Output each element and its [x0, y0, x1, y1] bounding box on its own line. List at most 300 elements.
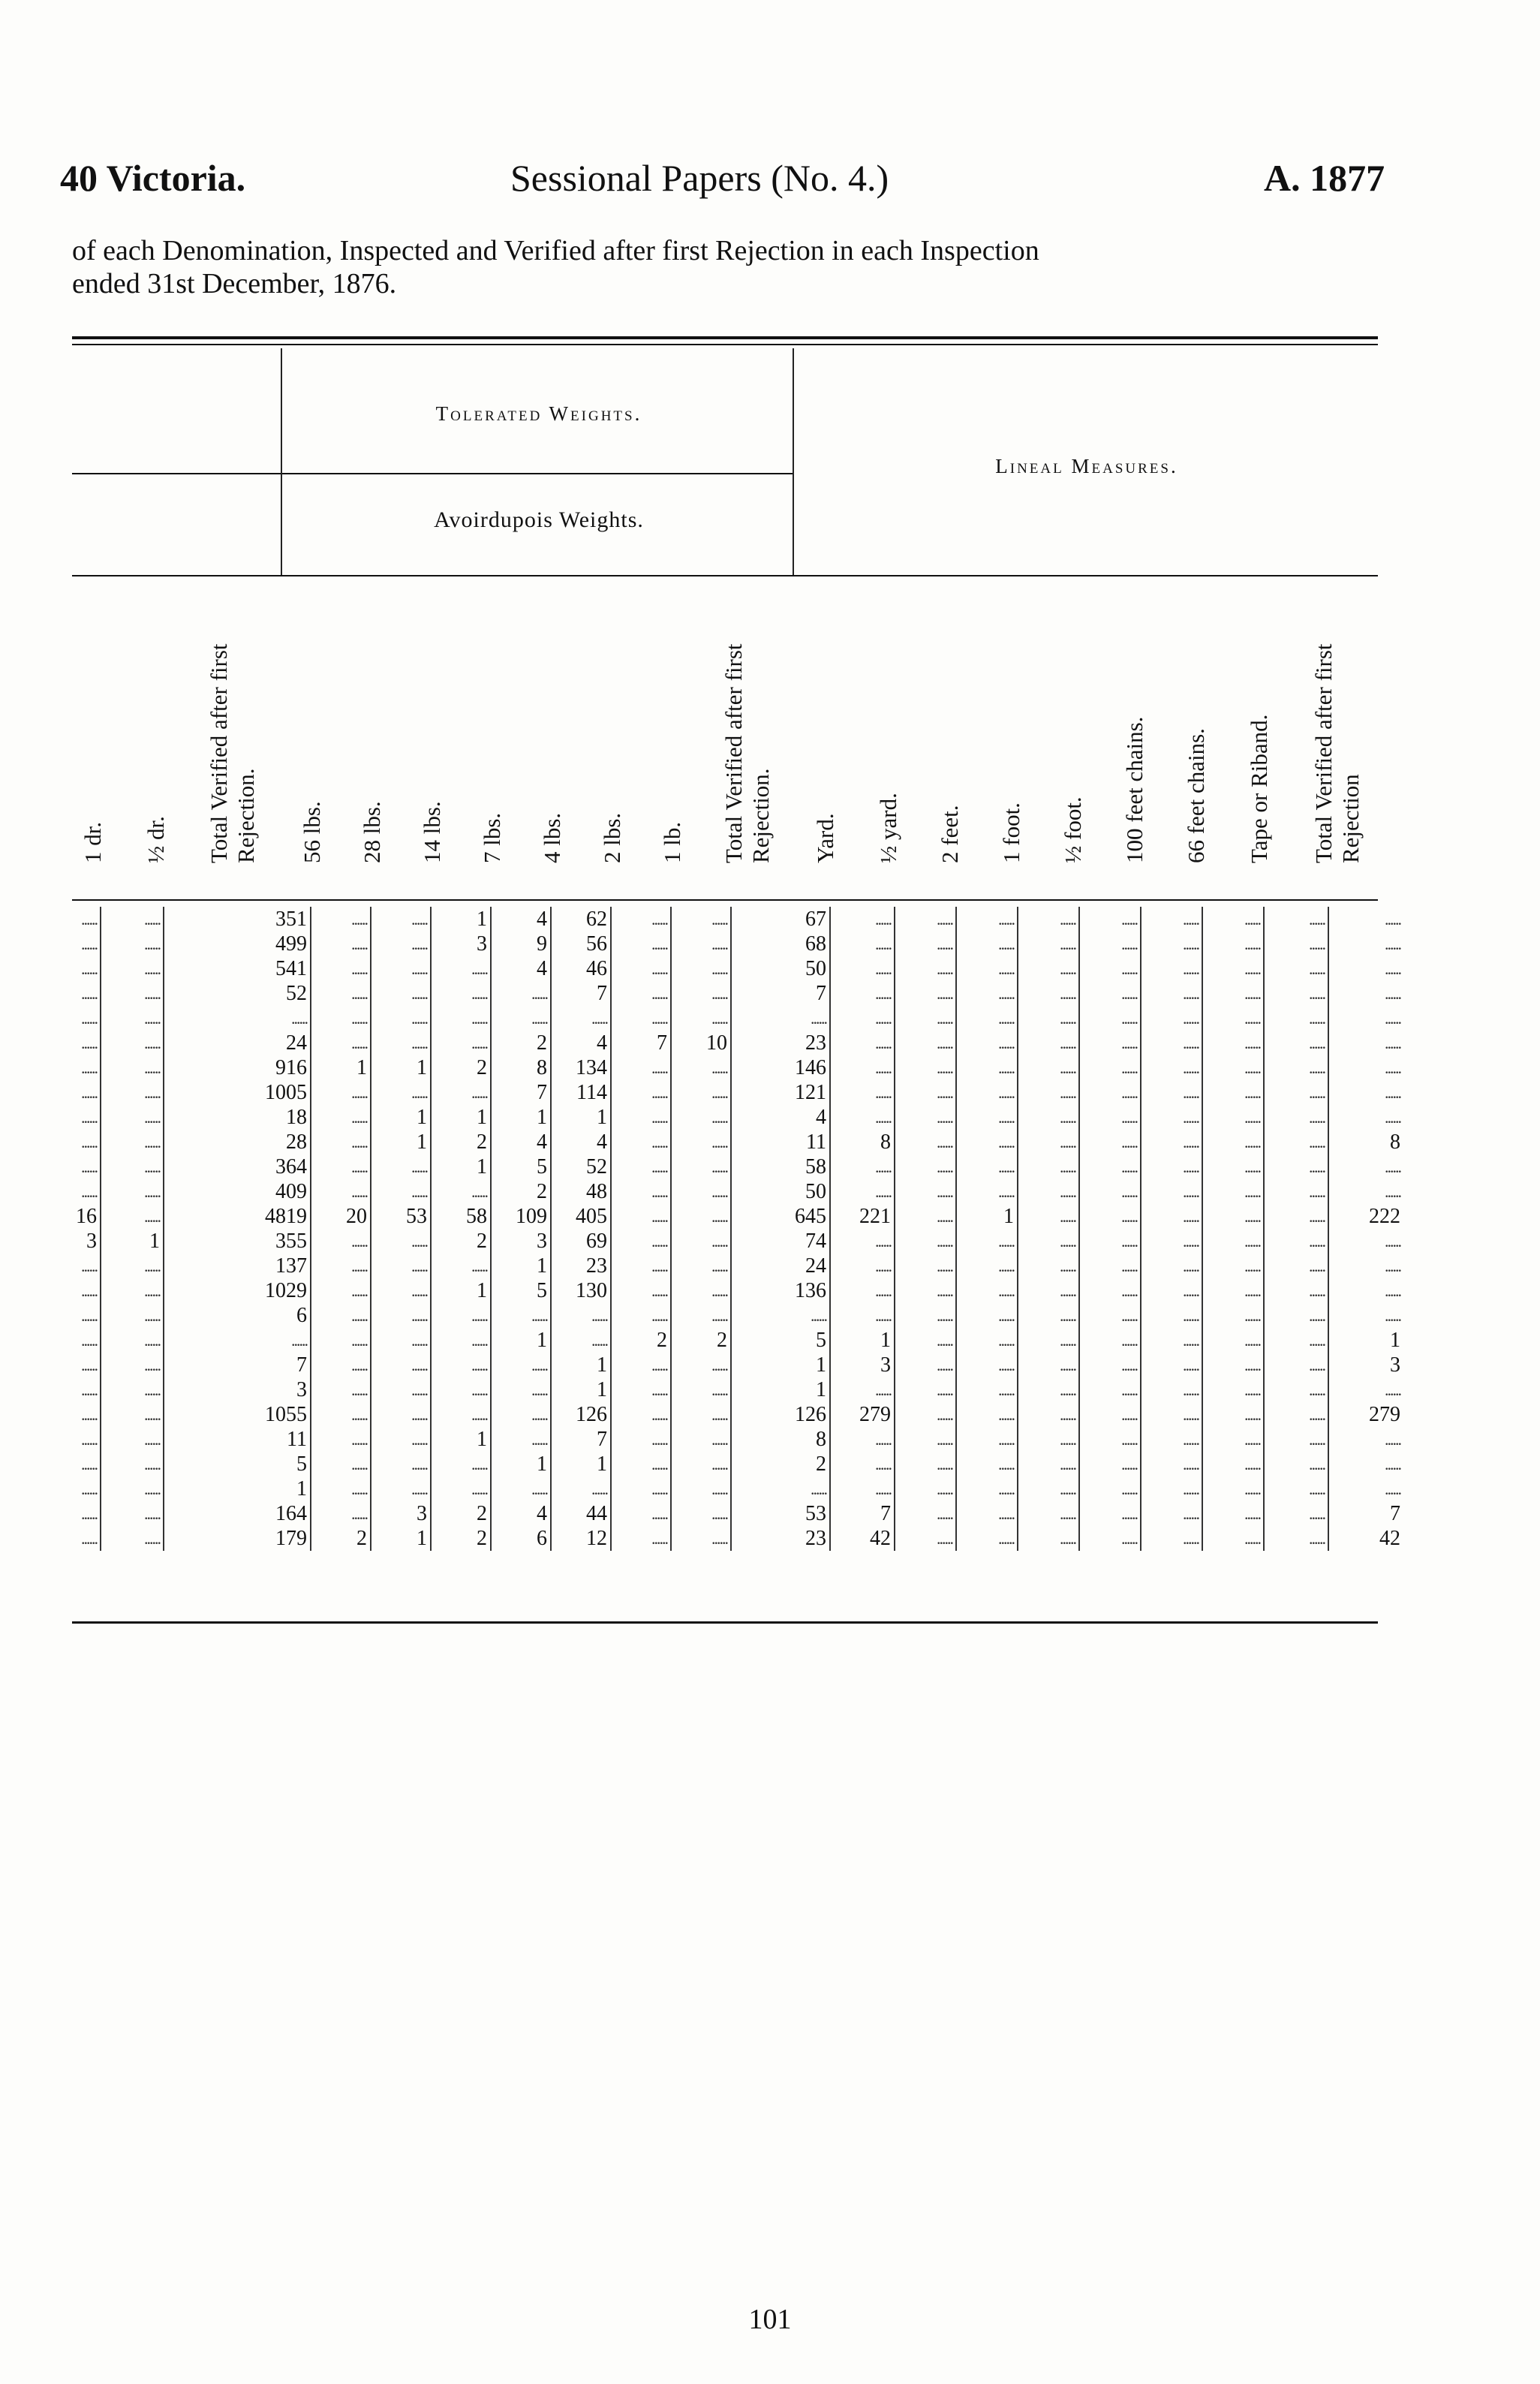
col-head-2-feet: 2 feet. [937, 805, 963, 863]
table-cell [731, 1476, 830, 1501]
table-cell [671, 1501, 731, 1526]
table-cell [164, 1006, 311, 1031]
table-cell [1202, 1328, 1264, 1353]
table-cell [38, 1154, 101, 1179]
table-cell: 2 [431, 1526, 491, 1551]
table-cell [311, 1154, 371, 1179]
table-cell [895, 1402, 956, 1427]
table-cell: 1 [431, 907, 491, 932]
table-cell: 3 [38, 1229, 101, 1254]
table-cell [491, 1427, 551, 1452]
table-cell [101, 1303, 164, 1328]
table-cell [164, 1328, 311, 1353]
table-row [38, 981, 1403, 1006]
table-cell: 3 [1390, 1353, 1400, 1377]
table-cell [1328, 932, 1403, 956]
table-cell [1018, 956, 1079, 981]
table-cell [371, 1377, 431, 1402]
table-cell [956, 1006, 1018, 1031]
table-cell: 405 [551, 1204, 611, 1229]
table-cell [1141, 1278, 1202, 1303]
table-cell: 7 [611, 1031, 671, 1055]
table-cell [371, 1080, 431, 1105]
table-row [38, 956, 1403, 981]
table-cell [101, 1055, 164, 1080]
table-cell [1079, 1179, 1141, 1204]
table-cell [1264, 956, 1328, 981]
table-cell [611, 1254, 671, 1278]
table-cell [1079, 1328, 1141, 1353]
table-cell: 8 [830, 1130, 895, 1154]
table-cell [38, 1476, 101, 1501]
table-cell: 2 [491, 1031, 551, 1055]
table-cell [611, 1080, 671, 1105]
table-cell [956, 1377, 1018, 1402]
table-cell [1328, 981, 1403, 1006]
table-cell [371, 1328, 431, 1353]
table-cell [611, 981, 671, 1006]
table-cell: 351 [164, 907, 311, 932]
table-cell: 6 [491, 1526, 551, 1551]
table-cell [431, 1254, 491, 1278]
table-cell: 1029 [164, 1278, 311, 1303]
table-cell [311, 1303, 371, 1328]
table-cell: 1 [431, 1105, 491, 1130]
table-cell: 11 [164, 1427, 311, 1452]
table-cell [1264, 1526, 1328, 1551]
table-cell: 2 [311, 1526, 371, 1551]
table-cell: 1 [551, 1105, 611, 1130]
table-cell: 1 [956, 1204, 1018, 1229]
table-cell [371, 1476, 431, 1501]
table-cell: 5 [491, 1154, 551, 1179]
table-cell [101, 1526, 164, 1551]
table-cell [371, 1031, 431, 1055]
table-cell [1018, 1476, 1079, 1501]
col-head-56-lbs: 56 lbs. [299, 801, 325, 863]
table-cell [1328, 1031, 1403, 1055]
subtitle-line2: ended 31st December, 1876. [72, 268, 397, 300]
table-cell [611, 1402, 671, 1427]
table-cell [895, 956, 956, 981]
table-cell [611, 1476, 671, 1501]
table-cell [1202, 932, 1264, 956]
table-cell [38, 1254, 101, 1278]
table-cell [611, 1055, 671, 1080]
table-cell [38, 1501, 101, 1526]
table-cell [1328, 1377, 1403, 1402]
table-cell [830, 1254, 895, 1278]
table-cell [491, 1353, 551, 1377]
table-cell: 2 [431, 1501, 491, 1526]
table-cell: 44 [551, 1501, 611, 1526]
table-cell [38, 1179, 101, 1204]
table-cell [731, 1303, 830, 1328]
table-cell [1141, 1055, 1202, 1080]
table-cell [1202, 956, 1264, 981]
table-cell: 2 [431, 1229, 491, 1254]
table-cell [895, 1452, 956, 1476]
table-cell: 1 [731, 1377, 830, 1402]
table-cell [1018, 1278, 1079, 1303]
table-cell: 364 [164, 1154, 311, 1179]
table-cell [671, 932, 731, 956]
table-cell [1018, 1179, 1079, 1204]
table-cell: 3 [830, 1353, 895, 1377]
table-cell: 3 [431, 932, 491, 956]
table-row [38, 932, 1403, 956]
table-cell [38, 956, 101, 981]
header-center: Sessional Papers (No. 4.) [510, 157, 889, 199]
table-cell [38, 907, 101, 932]
table-cell [101, 1278, 164, 1303]
table-cell [1264, 1105, 1328, 1130]
table-cell: 53 [731, 1501, 830, 1526]
table-cell [1264, 1229, 1328, 1254]
table-cell: 50 [731, 1179, 830, 1204]
table-cell: 1005 [164, 1080, 311, 1105]
table-cell [1328, 1303, 1403, 1328]
table-cell [1202, 1154, 1264, 1179]
table-cell [101, 1006, 164, 1031]
table-row [38, 1179, 1403, 1204]
table-cell [1141, 1154, 1202, 1179]
table-cell [1202, 1377, 1264, 1402]
table-cell: 109 [491, 1204, 551, 1229]
table-cell [895, 1154, 956, 1179]
table-cell [371, 1154, 431, 1179]
col-head-14-lbs: 14 lbs. [419, 801, 445, 863]
table-cell [1141, 1353, 1202, 1377]
table-row [38, 1402, 1403, 1427]
table-cell: 48 [551, 1179, 611, 1204]
table-cell [311, 1476, 371, 1501]
table-cell [491, 981, 551, 1006]
table-cell [671, 1476, 731, 1501]
table-cell [611, 932, 671, 956]
col-head-half-foot: ½ foot. [1060, 796, 1086, 863]
table-cell [431, 1353, 491, 1377]
table-cell [311, 1130, 371, 1154]
table-cell: 4 [491, 1501, 551, 1526]
table-cell: 2 [671, 1328, 731, 1353]
table-cell [895, 1031, 956, 1055]
table-cell [1141, 1526, 1202, 1551]
table-cell [671, 1080, 731, 1105]
table-cell [1328, 1476, 1403, 1501]
table-cell [1202, 1006, 1264, 1031]
table-cell [611, 907, 671, 932]
table-cell [1264, 1006, 1328, 1031]
table-cell: 136 [731, 1278, 830, 1303]
table-cell [1018, 1130, 1079, 1154]
col-head-yard: Yard. [812, 813, 838, 863]
table-cell [895, 1377, 956, 1402]
table-cell [311, 1377, 371, 1402]
table-cell: 10 [671, 1031, 731, 1055]
table-cell: 2 [731, 1452, 830, 1476]
table-cell: 67 [731, 907, 830, 932]
table-cell [101, 1254, 164, 1278]
table-cell: 7 [491, 1080, 551, 1105]
table-cell: 1 [311, 1055, 371, 1080]
table-cell [311, 1452, 371, 1476]
table-cell: 3 [371, 1501, 431, 1526]
table-cell [101, 1204, 164, 1229]
table-cell [1079, 932, 1141, 956]
table-cell [1202, 1105, 1264, 1130]
table-cell [431, 1006, 491, 1031]
table-cell [101, 1031, 164, 1055]
table-cell [551, 1006, 611, 1031]
table-cell [1264, 981, 1328, 1006]
table-cell [671, 1204, 731, 1229]
table-cell [1202, 1055, 1264, 1080]
table-cell [431, 1080, 491, 1105]
table-cell [38, 1006, 101, 1031]
table-cell [1018, 1377, 1079, 1402]
table-row [38, 1204, 1403, 1229]
table-row [38, 1154, 1403, 1179]
table-cell [371, 956, 431, 981]
table-cell [956, 1427, 1018, 1452]
table-cell [830, 1278, 895, 1303]
table-cell [956, 1303, 1018, 1328]
table-cell [1079, 1476, 1141, 1501]
table-cell: 1 [551, 1377, 611, 1402]
table-cell [371, 1278, 431, 1303]
table-cell [38, 1303, 101, 1328]
table-cell [1018, 1080, 1079, 1105]
table-cell [1328, 907, 1403, 932]
table-cell [895, 1328, 956, 1353]
table-row [38, 1080, 1403, 1105]
table-cell: 12 [551, 1526, 611, 1551]
table-cell [895, 932, 956, 956]
table-cell [101, 1130, 164, 1154]
table-row [38, 1476, 1403, 1501]
table-cell [895, 1278, 956, 1303]
table-cell: 6 [164, 1303, 311, 1328]
table-cell [1079, 907, 1141, 932]
table-cell [38, 1278, 101, 1303]
table-cell: 7 [164, 1353, 311, 1377]
table-cell [38, 1427, 101, 1452]
table-cell [1202, 1476, 1264, 1501]
table-cell [1264, 1328, 1328, 1353]
table-cell [611, 1229, 671, 1254]
table-cell [1018, 1254, 1079, 1278]
table-cell [1328, 1452, 1403, 1476]
table-cell: 164 [164, 1501, 311, 1526]
table-cell [1018, 1526, 1079, 1551]
table-row [38, 1328, 1403, 1353]
group-divider [72, 473, 793, 474]
table-cell: 4 [491, 907, 551, 932]
table-cell [431, 1452, 491, 1476]
table-cell: 74 [731, 1229, 830, 1254]
table-cell: 5 [164, 1452, 311, 1476]
table-cell: 1 [491, 1452, 551, 1476]
table-cell [1079, 1501, 1141, 1526]
table-row [38, 1055, 1403, 1080]
table-cell [101, 1080, 164, 1105]
table-cell [1141, 1105, 1202, 1130]
table-cell [371, 1427, 431, 1452]
table-cell: 50 [731, 956, 830, 981]
table-cell [101, 907, 164, 932]
table-cell: 4 [551, 1031, 611, 1055]
table-cell [1141, 1303, 1202, 1328]
table-cell [1202, 1452, 1264, 1476]
table-cell: 279 [1369, 1402, 1400, 1426]
table-cell [1264, 1031, 1328, 1055]
table-cell: 68 [731, 932, 830, 956]
table-cell [895, 1130, 956, 1154]
table-cell [1141, 1427, 1202, 1452]
table-cell [1202, 1526, 1264, 1551]
table-cell: 7 [551, 1427, 611, 1452]
table-row [38, 1377, 1403, 1402]
table-cell [895, 1229, 956, 1254]
table-cell: 69 [551, 1229, 611, 1254]
col-head-1-foot: 1 foot. [998, 802, 1024, 863]
group-tolerated-weights: Tolerated Weights. [435, 402, 642, 425]
table-cell [956, 907, 1018, 932]
table-cell [611, 1526, 671, 1551]
table-row [38, 1427, 1403, 1452]
table-cell [1141, 956, 1202, 981]
table-cell [671, 1154, 731, 1179]
table-cell: 23 [551, 1254, 611, 1278]
table-cell: 1 [731, 1353, 830, 1377]
table-cell [1141, 1377, 1202, 1402]
table-cell [1141, 981, 1202, 1006]
table-cell: 2 [431, 1055, 491, 1080]
table-cell [895, 1476, 956, 1501]
table-cell [895, 1353, 956, 1377]
table-cell [1079, 1080, 1141, 1105]
table-cell [371, 1452, 431, 1476]
table-cell [1328, 1229, 1403, 1254]
table-cell [1079, 1452, 1141, 1476]
top-rule [72, 336, 1378, 339]
table-cell [311, 1427, 371, 1452]
table-cell [830, 1055, 895, 1080]
table-cell [611, 956, 671, 981]
table-cell [830, 956, 895, 981]
table-cell [1141, 1328, 1202, 1353]
table-cell [1264, 1303, 1328, 1328]
table-cell [611, 1105, 671, 1130]
table-cell [1202, 1179, 1264, 1204]
table-cell: 2 [431, 1130, 491, 1154]
table-row [38, 1254, 1403, 1278]
column-header-divider [72, 899, 1378, 901]
table-cell: 7 [1390, 1501, 1400, 1525]
table-cell [311, 907, 371, 932]
table-cell [1328, 1254, 1403, 1278]
table-cell: 114 [551, 1080, 611, 1105]
table-cell [671, 1055, 731, 1080]
table-cell [1202, 1278, 1264, 1303]
table-cell [830, 1229, 895, 1254]
table-cell [101, 1105, 164, 1130]
table-cell [1202, 1031, 1264, 1055]
header-left: 40 Victoria. [60, 157, 246, 199]
table-cell [1079, 956, 1141, 981]
table-cell [895, 1254, 956, 1278]
table-cell [1264, 907, 1328, 932]
table-cell [611, 1204, 671, 1229]
table-cell [830, 1105, 895, 1130]
table-cell: 52 [551, 1154, 611, 1179]
table-cell [895, 1501, 956, 1526]
table-cell [1079, 1130, 1141, 1154]
table-cell [491, 1402, 551, 1427]
table-cell [611, 1154, 671, 1179]
table-cell: 28 [164, 1130, 311, 1154]
table-cell [1079, 1204, 1141, 1229]
table-cell: 1 [371, 1055, 431, 1080]
table-cell [38, 1402, 101, 1427]
table-cell [431, 1402, 491, 1427]
table-cell [1141, 1031, 1202, 1055]
table-cell [38, 1105, 101, 1130]
table-cell: 9 [491, 932, 551, 956]
table-cell: 8 [1390, 1130, 1400, 1154]
table-cell [1202, 1254, 1264, 1278]
table-cell: 126 [551, 1402, 611, 1427]
table-cell: 24 [731, 1254, 830, 1278]
table-cell [1018, 1402, 1079, 1427]
table-cell [1018, 1055, 1079, 1080]
table-cell [101, 932, 164, 956]
table-cell [956, 1476, 1018, 1501]
table-cell: 4 [731, 1105, 830, 1130]
table-cell [956, 1501, 1018, 1526]
table-cell: 4819 [164, 1204, 311, 1229]
table-cell [1264, 1055, 1328, 1080]
table-cell [830, 1303, 895, 1328]
table-cell: 5 [491, 1278, 551, 1303]
table-cell [1328, 1179, 1403, 1204]
table-cell [671, 1229, 731, 1254]
table-cell: 23 [731, 1031, 830, 1055]
table-cell [1264, 1353, 1328, 1377]
table-cell: 279 [830, 1402, 895, 1427]
table-cell [551, 1476, 611, 1501]
table-cell [101, 1353, 164, 1377]
col-head-4-lbs: 4 lbs. [539, 812, 565, 863]
table-cell [956, 1105, 1018, 1130]
table-cell [830, 1452, 895, 1476]
table-cell: 1 [491, 1105, 551, 1130]
table-cell [311, 956, 371, 981]
table-row [38, 1501, 1403, 1526]
table-cell: 645 [731, 1204, 830, 1229]
table-cell [1018, 1204, 1079, 1229]
table-cell [101, 956, 164, 981]
table-cell [1202, 1204, 1264, 1229]
table-cell [1141, 1130, 1202, 1154]
table-cell [1141, 1229, 1202, 1254]
table-cell [1328, 1105, 1403, 1130]
page-number: 101 [748, 2304, 792, 2335]
table-cell [1079, 1154, 1141, 1179]
table-cell [1264, 1452, 1328, 1476]
table-cell [671, 1353, 731, 1377]
